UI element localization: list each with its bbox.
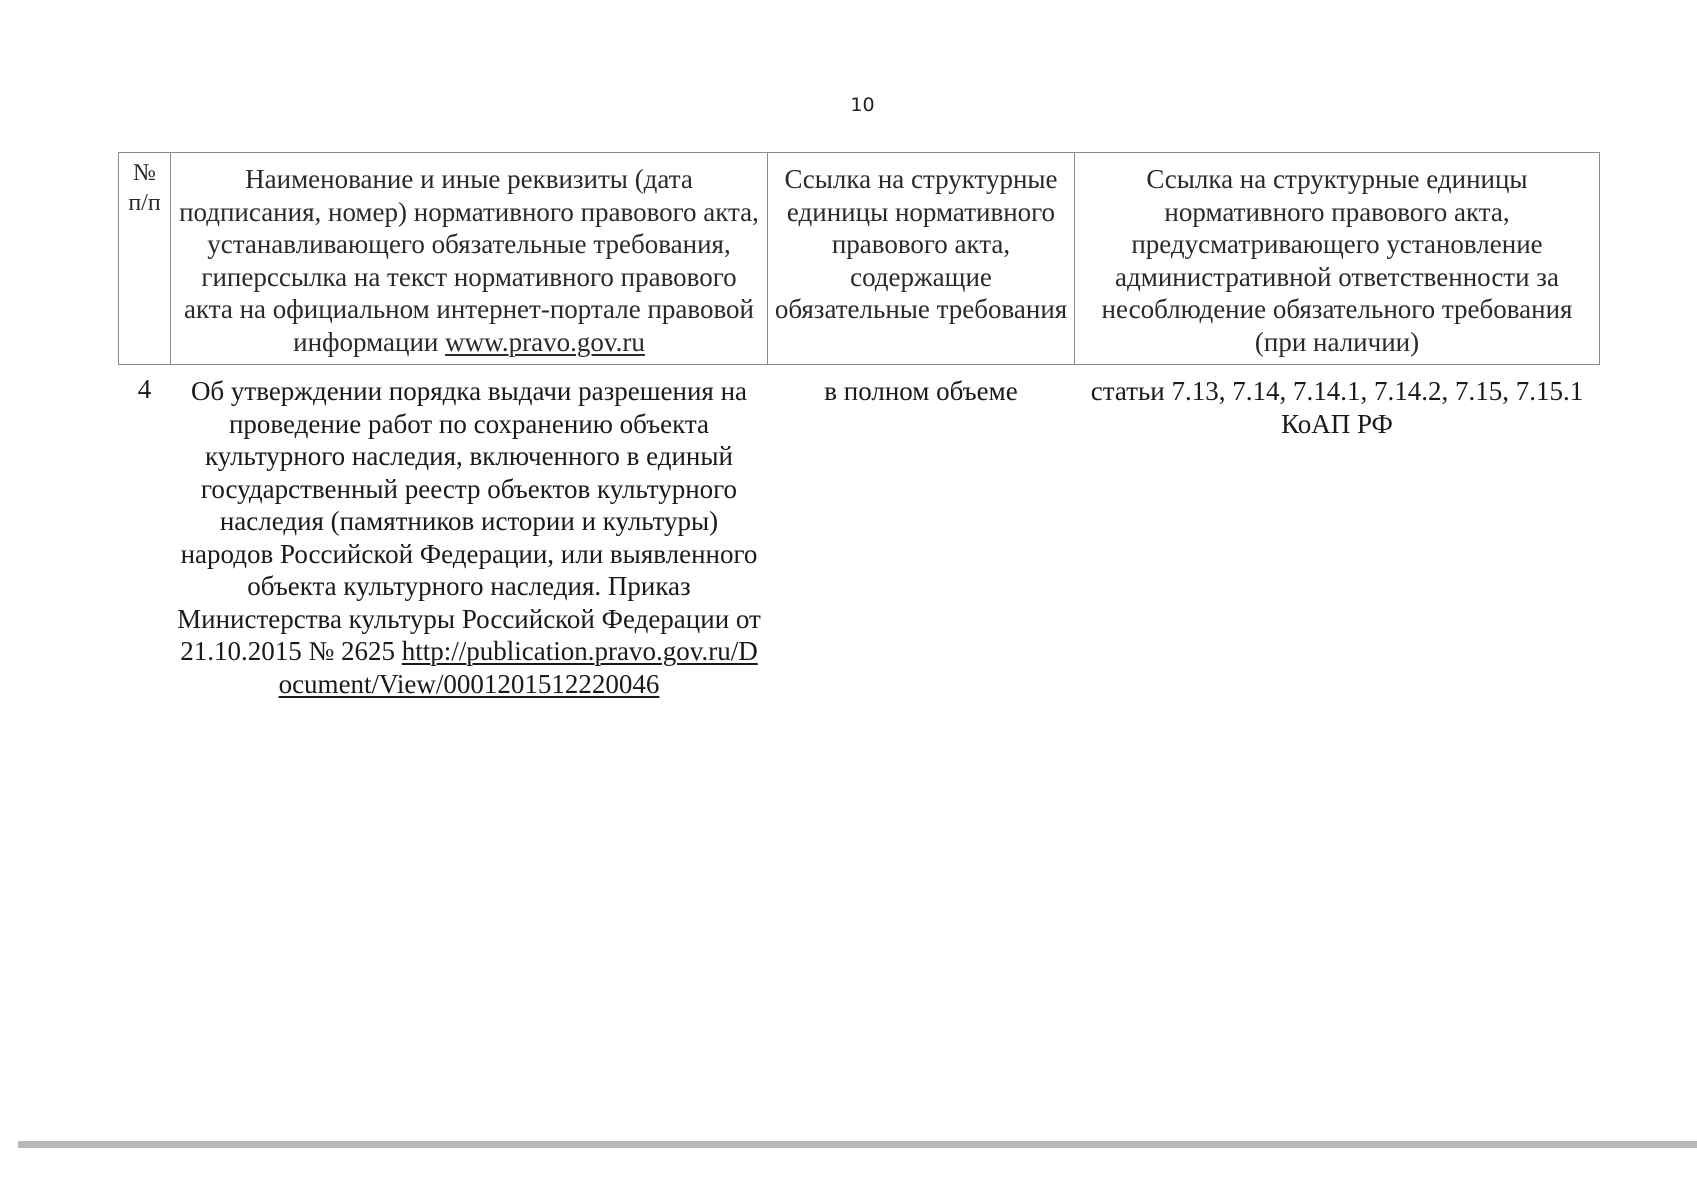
row-act-name bbox=[171, 365, 768, 701]
row-liability: статьи 7.13, 7.14, 7.14.1, 7.14.2, 7.15, 7.15.1 КоАП РФ bbox=[1090, 376, 1584, 439]
header-number: № п/п bbox=[119, 153, 171, 365]
header-name-text: Наименование и иные реквизиты (дата подписания, номер) нормативного правового акта, устанавливающего обязательные требования, гиперссылка на текст нормативного правового акта на официальном интернет-портале правовой информации bbox=[179, 164, 759, 357]
row-act-name-text: Об утверждении порядка выдачи разрешения на проведение работ по сохранению объекта культурного наследия, включенного в единый государственный реестр объектов культурного наследия (памятников истории и культуры) народов Российской Федерации, или выявленного объекта культурного наследия. Приказ Министерства культуры Российской Федерации от 21.10.2015 № 2625 bbox=[177, 376, 761, 666]
page-bottom-rule bbox=[18, 1141, 1697, 1148]
header-structural-units: Ссылка на структурные единицы нормативного правового акта, содержащие обязательные требования bbox=[768, 153, 1075, 365]
header-name bbox=[171, 153, 768, 365]
row-structural-units: в полном объеме bbox=[824, 376, 1018, 406]
document-link[interactable]: http://publication.pravo.gov.ru/Document/View/0001201512220046 bbox=[278, 636, 758, 699]
requirements-table bbox=[118, 152, 1600, 700]
table-row bbox=[119, 365, 1600, 701]
row-number: 4 bbox=[137, 374, 152, 404]
pravo-portal-link[interactable]: www.pravo.gov.ru bbox=[445, 326, 645, 357]
page-number: 10 bbox=[850, 94, 875, 116]
header-liability: Ссылка на структурные единицы нормативного правового акта, предусматривающего установление административной ответственности за несоблюдение обязательного требования (при наличии) bbox=[1075, 153, 1600, 365]
table-header-row bbox=[119, 153, 1600, 365]
